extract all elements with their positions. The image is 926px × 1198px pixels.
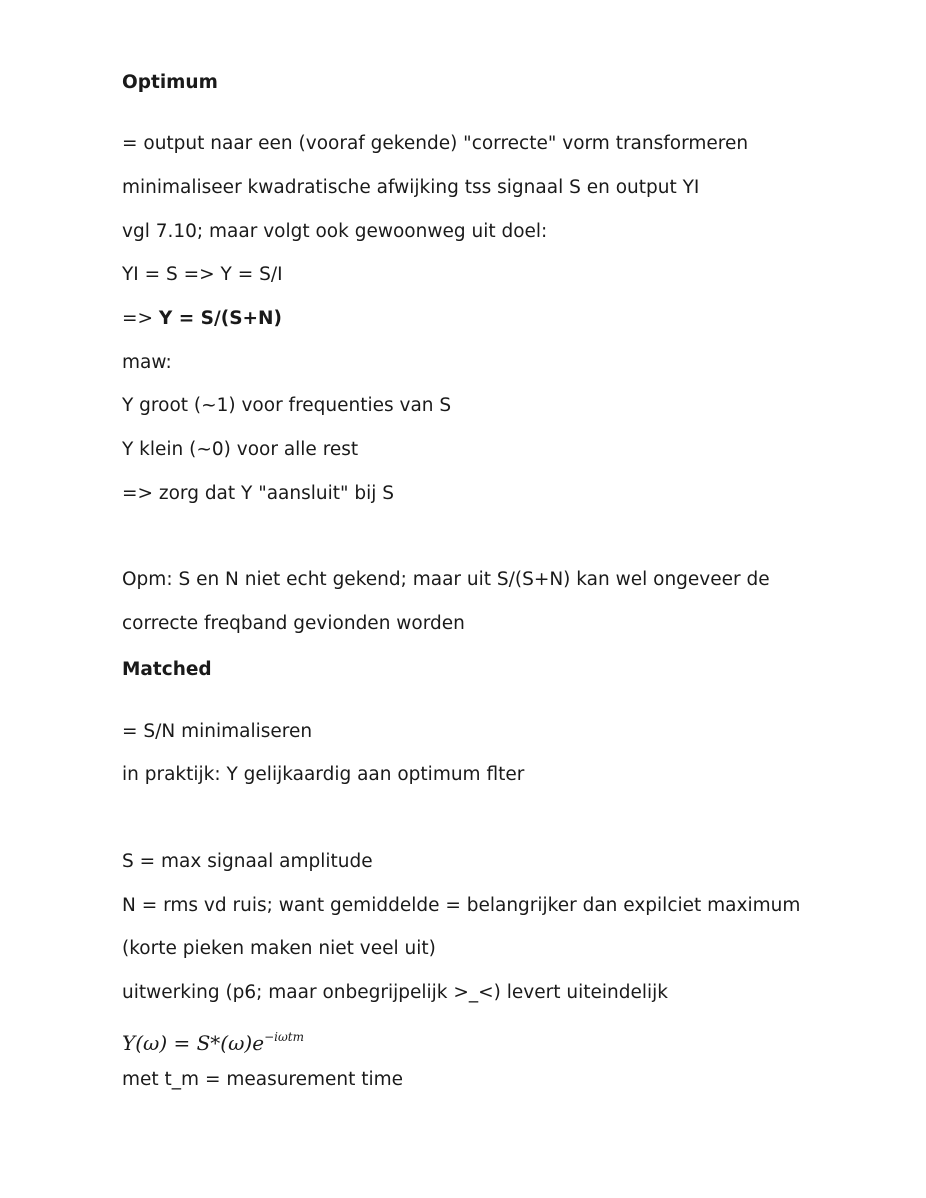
- optimum-line-equation: YI = S => Y = S/I: [122, 264, 283, 285]
- formula-equals: =: [167, 1031, 197, 1055]
- optimum-line-reference: vgl 7.10; maar volgt ook gewoonweg uit doel:: [122, 221, 548, 242]
- optimum-line-groot: Y groot (~1) voor frequenties van S: [122, 395, 452, 416]
- matched-line-praktijk: in praktijk: Y gelijkaardig aan optimum flter: [122, 764, 525, 785]
- formula-exponent: −iωtm: [264, 1030, 304, 1044]
- optimum-line-maw: maw:: [122, 352, 172, 373]
- result-formula: Y = S/(S+N): [158, 308, 282, 329]
- optimum-definition: = output naar een (vooraf gekende) "correcte" vorm transformeren: [122, 133, 749, 154]
- matched-line-n: N = rms vd ruis; want gemiddelde = belangrijker dan expilciet maximum: [122, 895, 801, 916]
- optimum-note-line2: correcte freqband gevionden worden: [122, 613, 465, 634]
- matched-line-tm: met t_m = measurement time: [122, 1069, 404, 1090]
- optimum-line-aansluit: => zorg dat Y "aansluit" bij S: [122, 483, 395, 504]
- matched-filter-formula: [122, 1024, 304, 1056]
- matched-line-s: S = max signaal amplitude: [122, 851, 373, 872]
- result-prefix: =>: [122, 308, 159, 329]
- matched-line-uitwerking: uitwerking (p6; maar onbegrijpelijk >_<) levert uiteindelijk: [122, 982, 668, 1003]
- optimum-line-klein: Y klein (~0) voor alle rest: [122, 439, 359, 460]
- optimum-note-line1: Opm: S en N niet echt gekend; maar uit S/(S+N) kan wel ongeveer de: [122, 569, 770, 590]
- matched-line-pieken: (korte pieken maken niet veel uit): [122, 938, 436, 959]
- optimum-line-minimize: minimaliseer kwadratische afwijking tss signaal S en output YI: [122, 177, 700, 198]
- matched-definition: = S/N minimaliseren: [122, 721, 313, 742]
- optimum-line-result: [122, 307, 282, 331]
- formula-rhs: S*(ω)e: [196, 1031, 265, 1055]
- formula-lhs: Y(ω): [122, 1031, 168, 1055]
- heading-matched: Matched: [122, 659, 212, 680]
- heading-optimum: Optimum: [122, 72, 218, 93]
